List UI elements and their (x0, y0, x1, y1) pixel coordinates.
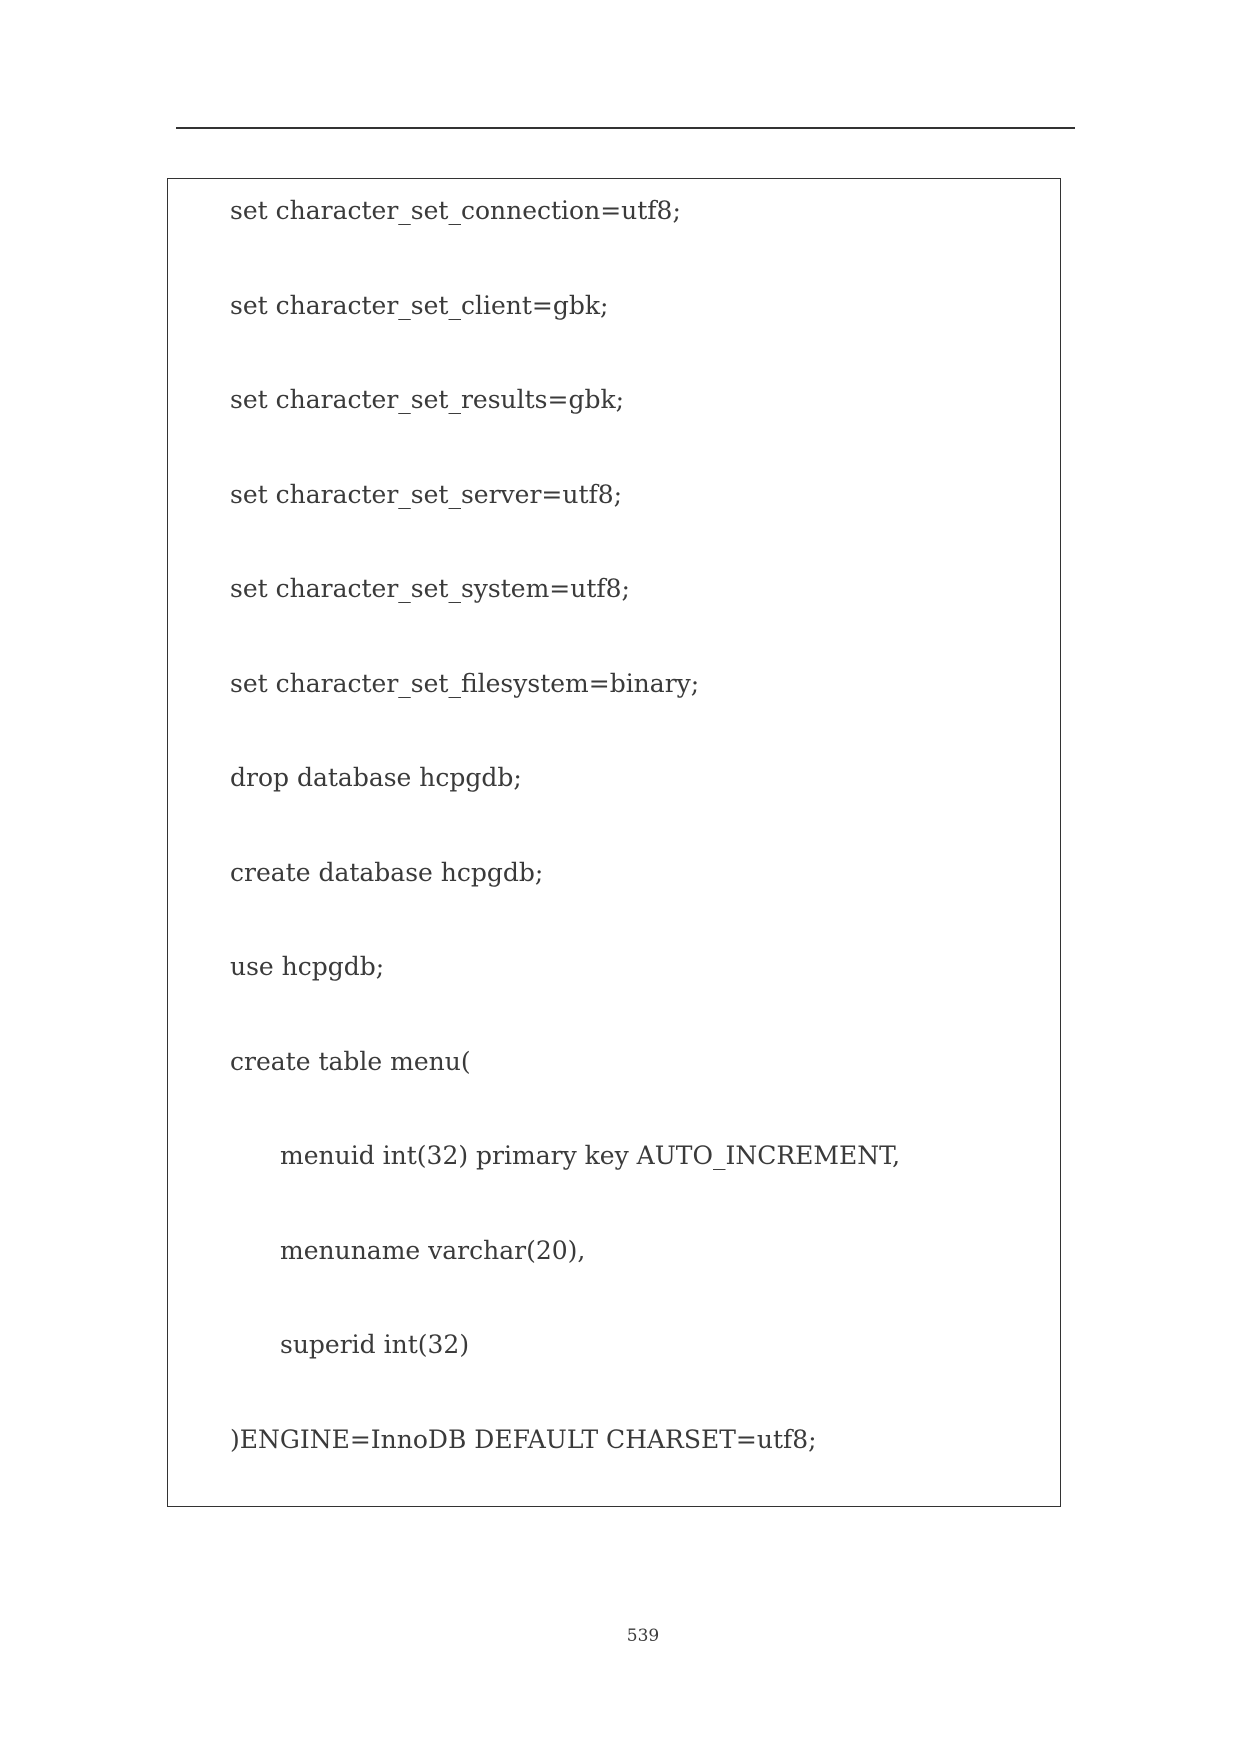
code-line: create table menu( (230, 1047, 471, 1076)
code-line: superid int(32) (280, 1330, 470, 1359)
code-line: )ENGINE=InnoDB DEFAULT CHARSET=utf8; (230, 1425, 817, 1454)
code-box (167, 178, 1061, 1507)
header-rule (176, 127, 1075, 129)
code-line: set character_set_system=utf8; (230, 574, 630, 603)
code-line: set character_set_server=utf8; (230, 480, 623, 509)
code-line: menuid int(32) primary key AUTO_INCREMENT, (280, 1141, 901, 1170)
code-line: menuname varchar(20), (280, 1236, 586, 1265)
code-line: set character_set_client=gbk; (230, 291, 609, 320)
code-line: create database hcpgdb; (230, 858, 544, 887)
code-line: set character_set_results=gbk; (230, 385, 625, 414)
code-line: use hcpgdb; (230, 952, 385, 981)
code-line: set character_set_filesystem=binary; (230, 669, 700, 698)
page-number: 539 (626, 1626, 660, 1646)
code-line: set character_set_connection=utf8; (230, 196, 681, 225)
code-line: drop database hcpgdb; (230, 763, 522, 792)
